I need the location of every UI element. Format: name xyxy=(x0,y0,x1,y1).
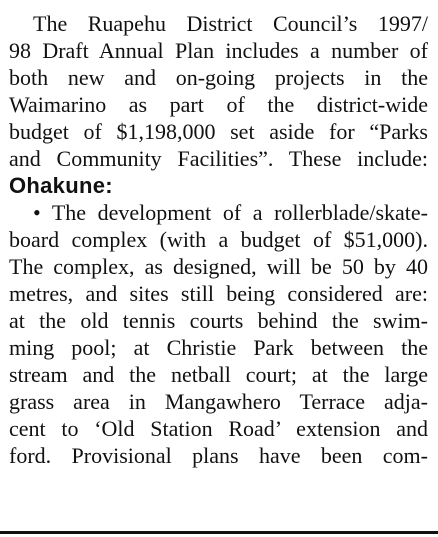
bullet-line: ming pool; at Christie Park between the xyxy=(9,335,428,360)
intro-line: and Community Facilities”. These include: xyxy=(9,146,428,171)
bullet-line: cent to ‘Old Station Road’ extension and xyxy=(9,416,428,441)
intro-line: budget of $1,198,000 set aside for “Parks xyxy=(9,119,428,144)
bullet-line: board complex (with a budget of $51,000). xyxy=(9,227,428,252)
bullet-line: • The development of a rollerblade/skate- xyxy=(33,200,428,225)
bullet-line: grass area in Mangawhero Terrace adja- xyxy=(9,389,428,414)
intro-paragraph xyxy=(9,10,428,172)
intro-line: The Ruapehu District Council’s 1997/ xyxy=(33,11,428,36)
bullet-line: metres, and sites still being considered are: xyxy=(9,281,428,306)
intro-line: both new and on-going projects in the xyxy=(9,65,428,90)
bullet-line: ford. Provisional plans have been com- xyxy=(9,443,428,468)
section-heading: Ohakune: xyxy=(9,173,113,198)
intro-line: Waimarino as part of the district-wide xyxy=(9,92,428,117)
bullet-line: at the old tennis courts behind the swim- xyxy=(9,308,428,333)
bullet-paragraph xyxy=(9,199,428,469)
bullet-line: The complex, as designed, will be 50 by 40 xyxy=(9,254,428,279)
bottom-rule xyxy=(0,531,438,534)
bullet-line: stream and the netball court; at the large xyxy=(9,362,428,387)
intro-line: 98 Draft Annual Plan includes a number of xyxy=(9,38,428,63)
